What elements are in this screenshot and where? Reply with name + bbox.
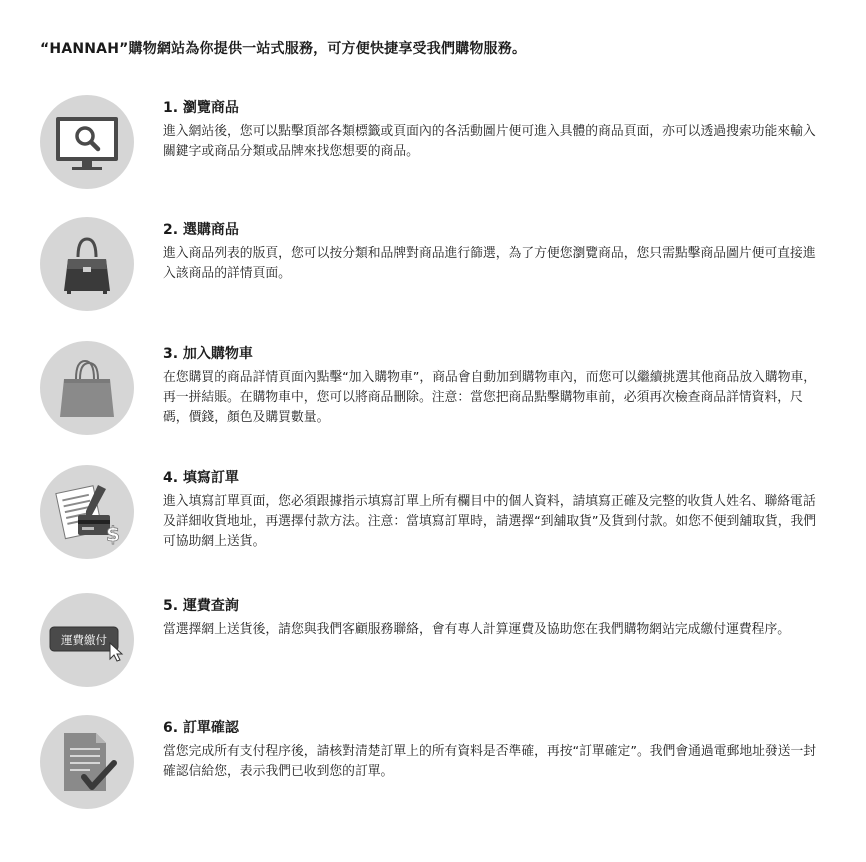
step-title: 2. 選購商品 (163, 222, 239, 238)
step-add-to-cart (0, 341, 866, 451)
step-description: 當選擇網上送貨後，請您與我們客顧服務聯絡，會有專人計算運費及協助您在我們購物網站完成繳付運費程序。 (163, 622, 791, 637)
step-shipping-fee (0, 593, 866, 703)
shipping-fee-icon-label: 運費繳付 (61, 633, 107, 647)
step-title: 3. 加入購物車 (163, 346, 253, 362)
step-description: 當您完成所有支付程序後，請核對清楚訂單上的所有資料是否準確，再按“訂單確定”。我們會通過電郵地址發送一封確認信給您，表示我們已收到您的訂單。 (163, 744, 817, 779)
step-description: 進入網站後，您可以點擊頂部各類標籤或頁面內的各活動圖片便可進入具體的商品頁面，亦可以透過搜索功能來輸入關鍵字或商品分類或品牌來找您想要的商品。 (163, 124, 816, 159)
order-form-card-icon (40, 465, 134, 559)
step-order-confirm (0, 715, 866, 825)
step-title: 5. 運費查詢 (163, 598, 239, 614)
step-icon-circle (40, 593, 134, 687)
step-description: 在您購買的商品詳情頁面內點擊“加入購物車”，商品會自動加到購物車內，而您可以繼續挑選其他商品放入購物車，再一拼結賬。在購物車中，您可以將商品刪除。注意：當您把商品點擊購物車前，必須再次檢查商品詳情資料，尺碼，價錢，顏色及購買數量。 (163, 370, 817, 425)
step-icon-circle (40, 217, 134, 311)
handbag-icon (40, 217, 134, 311)
step-icon-circle (40, 341, 134, 435)
shipping-fee-button-icon (40, 593, 134, 687)
step-description: 進入商品列表的版頁，您可以按分類和品牌對商品進行篩選，為了方便您瀏覽商品，您只需點擊商品圖片便可直接進入該商品的詳情頁面。 (163, 246, 816, 281)
step-title: 6. 訂單確認 (163, 720, 239, 736)
step-browse (0, 95, 866, 205)
shopping-bag-icon (40, 341, 134, 435)
page-intro: “HANNAH”購物網站為你提供一站式服務，可方便快捷享受我們購物服務。 (40, 41, 527, 57)
step-title: 1. 瀏覽商品 (163, 100, 239, 116)
step-select (0, 217, 866, 327)
step-description: 進入填寫訂單頁面，您必須跟據指示填寫訂單上所有欄目中的個人資料，請填寫正確及完整的收貨人姓名、聯絡電話及詳細收貨地址，再選擇付款方法。注意：當填寫訂單時，請選擇“到舖取貨”及貨到付款。如您不便到舖取貨，我們可協助網上送貨。 (163, 494, 817, 549)
step-title: 4. 填寫訂單 (163, 470, 239, 486)
step-fill-order (0, 465, 866, 575)
monitor-magnifier-icon (40, 95, 134, 189)
step-icon-circle (40, 465, 134, 559)
svg-text:$: $ (106, 522, 120, 546)
step-icon-circle (40, 715, 134, 809)
step-icon-circle (40, 95, 134, 189)
document-check-icon (40, 715, 134, 809)
